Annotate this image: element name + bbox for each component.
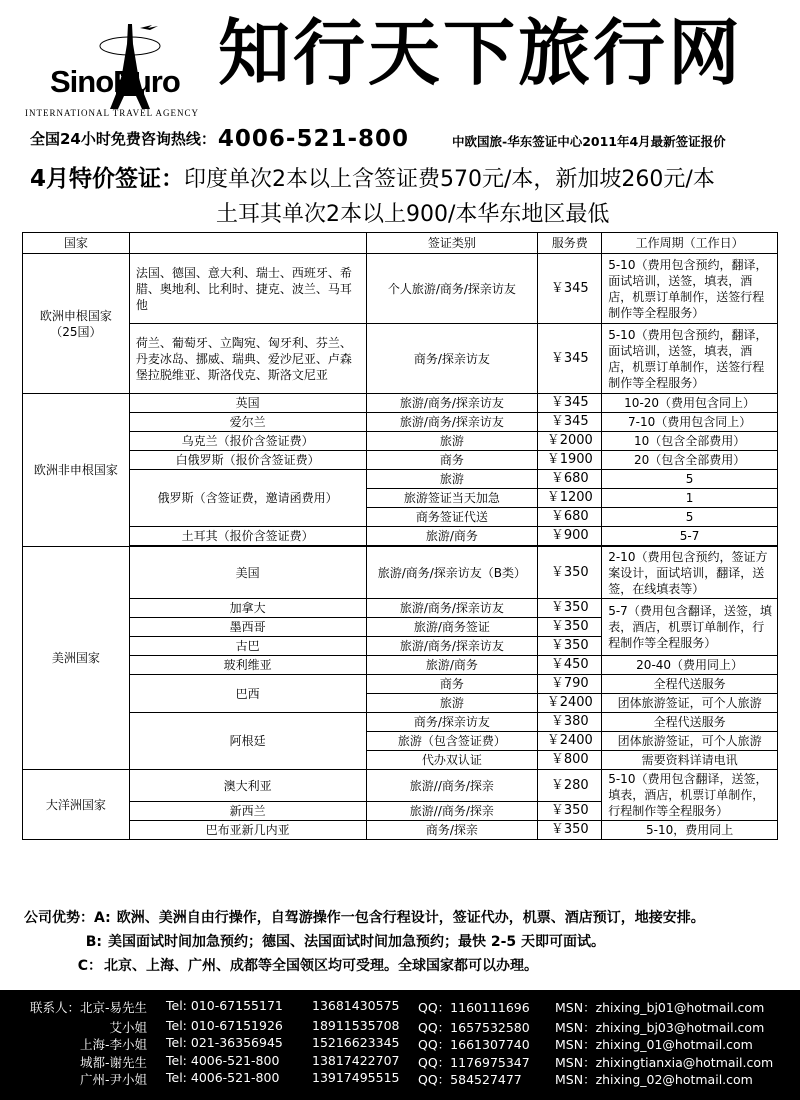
advantage-text: 美国面试时间加急预约；德国、法国面试时间加急预约；最快 2-5 天即可面试。 bbox=[108, 934, 606, 950]
table-row bbox=[23, 713, 778, 732]
country-cell: 乌克兰（报价含签证费） bbox=[129, 432, 366, 451]
visa-type-cell: 旅游/商务/探亲访友 bbox=[366, 637, 538, 656]
special-offer bbox=[30, 164, 715, 195]
visa-type-cell: 旅游//商务/探亲 bbox=[366, 802, 538, 821]
table-header bbox=[23, 233, 778, 254]
period-cell: 需要资料详请电讯 bbox=[602, 751, 778, 770]
page-title: 知行天下旅行网 bbox=[218, 11, 744, 95]
period-cell: 20（包含全部费用） bbox=[602, 451, 778, 470]
period-cell: 7-10（费用包含同上） bbox=[602, 413, 778, 432]
price-cell: ￥280 bbox=[538, 770, 602, 802]
region-non-schengen: 欧洲非申根国家 bbox=[23, 394, 130, 547]
advantage-b bbox=[24, 930, 705, 954]
table-row bbox=[23, 413, 778, 432]
country-cell: 法国、德国、意大利、瑞士、西班牙、希腊、奥地利、比利时、捷克、波兰、马耳他 bbox=[129, 254, 366, 324]
visa-price-table bbox=[22, 232, 778, 840]
company-advantages bbox=[24, 906, 705, 978]
contact-tel[interactable]: Tel: 4006-521-800 bbox=[166, 1053, 280, 1068]
price-cell: ￥345 bbox=[538, 413, 602, 432]
header-visa-type: 签证类别 bbox=[366, 233, 538, 254]
country-cell: 白俄罗斯（报价含签证费） bbox=[129, 451, 366, 470]
special-line2: 土耳其单次2本以上900/本华东地区最低 bbox=[216, 202, 610, 227]
country-cell: 美国 bbox=[129, 547, 366, 599]
period-cell: 5 bbox=[602, 470, 778, 489]
period-cell: 5-10（费用包含预约，翻译，面试培训，送签，填表，酒店，机票订单制作，送签行程制作等全程服务） bbox=[602, 254, 778, 324]
region-americas: 美洲国家 bbox=[23, 547, 130, 770]
period-cell: 全程代送服务 bbox=[602, 675, 778, 694]
price-cell: ￥350 bbox=[538, 821, 602, 840]
price-cell: ￥900 bbox=[538, 527, 602, 546]
price-cell: ￥350 bbox=[538, 637, 602, 656]
country-cell: 土耳其（报价含签证费） bbox=[129, 527, 366, 546]
contact-row bbox=[0, 1053, 800, 1071]
contact-footer bbox=[0, 990, 800, 1100]
header-period: 工作周期（工作日） bbox=[602, 233, 778, 254]
price-cell: ￥680 bbox=[538, 470, 602, 489]
region-oceania: 大洋洲国家 bbox=[23, 770, 130, 840]
contact-qq[interactable]: QQ：1160111696 bbox=[418, 1000, 530, 1015]
period-cell: 10-20（费用包含同上） bbox=[602, 394, 778, 413]
contact-msn[interactable]: MSN：zhixing_bj03@hotmail.com bbox=[555, 1020, 765, 1035]
period-cell: 全程代送服务 bbox=[602, 713, 778, 732]
country-cell: 阿根廷 bbox=[129, 713, 366, 770]
contact-qq[interactable]: QQ：1661307740 bbox=[418, 1037, 530, 1052]
country-cell: 爱尔兰 bbox=[129, 413, 366, 432]
country-cell: 加拿大 bbox=[129, 599, 366, 618]
period-cell: 1 bbox=[602, 489, 778, 508]
contact-name: 上海-李小姐 bbox=[79, 1037, 147, 1052]
price-cell: ￥450 bbox=[538, 656, 602, 675]
contact-mobile[interactable]: 13681430575 bbox=[312, 998, 400, 1013]
visa-type-cell: 代办双认证 bbox=[366, 751, 538, 770]
table-row bbox=[23, 324, 778, 394]
table-row bbox=[23, 394, 778, 413]
visa-type-cell: 旅游/商务/探亲访友 bbox=[366, 413, 538, 432]
hotline bbox=[30, 126, 409, 152]
table-row bbox=[23, 254, 778, 324]
table-row bbox=[23, 547, 778, 599]
contact-tel[interactable]: Tel: 4006-521-800 bbox=[166, 1070, 280, 1085]
period-cell: 5-10（费用包含翻译，送签，填表，酒店，机票订单制作，行程制作等全程服务） bbox=[602, 770, 778, 821]
price-cell: ￥1900 bbox=[538, 451, 602, 470]
table-row bbox=[23, 432, 778, 451]
country-cell: 巴布亚新几内亚 bbox=[129, 821, 366, 840]
contact-tel[interactable]: Tel: 010-67155171 bbox=[166, 998, 283, 1013]
hotline-number[interactable]: 4006-521-800 bbox=[217, 126, 410, 152]
visa-type-cell: 商务 bbox=[366, 675, 538, 694]
price-cell: ￥350 bbox=[538, 599, 602, 618]
visa-type-cell: 旅游//商务/探亲 bbox=[366, 770, 538, 802]
period-cell: 5-10（费用包含预约，翻译，面试培训，送签，填表，酒店，机票订单制作，送签行程制作等全程服务） bbox=[602, 324, 778, 394]
visa-type-cell: 个人旅游/商务/探亲访友 bbox=[366, 254, 538, 324]
table-row bbox=[23, 470, 778, 489]
special-line1: 印度单次2本以上含签证费570元/本，新加坡260元/本 bbox=[184, 167, 715, 192]
visa-type-cell: 旅游 bbox=[366, 694, 538, 713]
visa-type-cell: 旅游/商务/探亲访友（B类） bbox=[366, 547, 538, 599]
price-cell: ￥345 bbox=[538, 254, 602, 324]
visa-type-cell: 旅游/商务签证 bbox=[366, 618, 538, 637]
table-row bbox=[23, 451, 778, 470]
price-cell: ￥350 bbox=[538, 802, 602, 821]
table-row bbox=[23, 821, 778, 840]
price-cell: ￥380 bbox=[538, 713, 602, 732]
country-cell: 荷兰、葡萄牙、立陶宛、匈牙利、芬兰、丹麦冰岛、挪威、瑞典、爱沙尼亚、卢森堡拉脱维亚、斯洛伐克、斯洛文尼亚 bbox=[129, 324, 366, 394]
contact-qq[interactable]: QQ：584527477 bbox=[418, 1072, 522, 1087]
period-cell: 5 bbox=[602, 508, 778, 527]
country-cell: 玻利维亚 bbox=[129, 656, 366, 675]
period-cell: 5-10，费用同上 bbox=[602, 821, 778, 840]
header-blank bbox=[129, 233, 366, 254]
contact-name: 广州-尹小姐 bbox=[79, 1072, 147, 1087]
price-cell: ￥2400 bbox=[538, 694, 602, 713]
contact-msn[interactable]: MSN：zhixingtianxia@hotmail.com bbox=[555, 1055, 774, 1070]
country-cell: 墨西哥 bbox=[129, 618, 366, 637]
hotline-label: 全国24小时免费咨询热线： bbox=[30, 130, 216, 148]
contact-mobile[interactable]: 13917495515 bbox=[312, 1070, 400, 1085]
contact-row bbox=[0, 998, 800, 1016]
contact-tel[interactable]: Tel: 021-36356945 bbox=[166, 1035, 283, 1050]
country-cell: 巴西 bbox=[129, 675, 366, 713]
advantage-label: 公司优势：A: bbox=[24, 910, 111, 926]
contact-mobile[interactable]: 15216623345 bbox=[312, 1035, 400, 1050]
advantage-a bbox=[24, 906, 705, 930]
visa-type-cell: 旅游/商务 bbox=[366, 527, 538, 546]
country-cell: 英国 bbox=[129, 394, 366, 413]
period-cell: 5-7 bbox=[602, 527, 778, 546]
period-cell: 2-10（费用包含预约，签证方案设计，面试培训，翻译，送签，在线填表等） bbox=[602, 547, 778, 599]
visa-type-cell: 商务签证代送 bbox=[366, 508, 538, 527]
advantage-text: 欧洲、美洲自由行操作，自驾游操作一包含行程设计，签证代办，机票、酒店预订，地接安排。 bbox=[116, 910, 705, 926]
visa-type-cell: 商务/探亲 bbox=[366, 821, 538, 840]
contact-row bbox=[0, 1035, 800, 1053]
price-cell: ￥350 bbox=[538, 618, 602, 637]
price-cell: ￥680 bbox=[538, 508, 602, 527]
advantage-text: 北京、上海、广州、成都等全国领区均可受理。全球国家都可以办理。 bbox=[104, 958, 538, 974]
table-row bbox=[23, 675, 778, 694]
contact-qq[interactable]: QQ：1176975347 bbox=[418, 1055, 530, 1070]
contact-name: 联系人：北京-易先生 bbox=[29, 1000, 147, 1015]
price-cell: ￥345 bbox=[538, 324, 602, 394]
contact-row bbox=[0, 1070, 800, 1088]
visa-type-cell: 商务 bbox=[366, 451, 538, 470]
price-cell: ￥2400 bbox=[538, 732, 602, 751]
advantage-label: C： bbox=[77, 958, 102, 974]
contact-name: 艾小姐 bbox=[109, 1020, 147, 1035]
visa-type-cell: 旅游/商务/探亲访友 bbox=[366, 394, 538, 413]
special-label: 4月特价签证： bbox=[30, 166, 185, 192]
contact-name: 城都-谢先生 bbox=[79, 1055, 147, 1070]
country-cell: 新西兰 bbox=[129, 802, 366, 821]
visa-type-cell: 旅游签证当天加急 bbox=[366, 489, 538, 508]
period-cell: 团体旅游签证，可个人旅游 bbox=[602, 732, 778, 751]
contact-qq[interactable]: QQ：1657532580 bbox=[418, 1020, 530, 1035]
visa-type-cell: 商务/探亲访友 bbox=[366, 324, 538, 394]
visa-type-cell: 旅游（包含签证费） bbox=[366, 732, 538, 751]
table-row bbox=[23, 599, 778, 618]
visa-type-cell: 旅游/商务/探亲访友 bbox=[366, 599, 538, 618]
visa-type-cell: 商务/探亲访友 bbox=[366, 713, 538, 732]
price-cell: ￥350 bbox=[538, 547, 602, 599]
table-row bbox=[23, 656, 778, 675]
company-logo bbox=[20, 14, 220, 124]
contact-tel[interactable]: Tel: 010-67151926 bbox=[166, 1018, 283, 1033]
header-country: 国家 bbox=[23, 233, 130, 254]
contact-msn[interactable]: MSN：zhixing_01@hotmail.com bbox=[555, 1037, 753, 1052]
contact-mobile[interactable]: 18911535708 bbox=[312, 1018, 400, 1033]
header-fee: 服务费 bbox=[538, 233, 602, 254]
period-cell: 5-7（费用包含翻译，送签，填表，酒店，机票订单制作，行程制作等全程服务） bbox=[602, 599, 778, 656]
visa-type-cell: 旅游 bbox=[366, 470, 538, 489]
price-cell: ￥2000 bbox=[538, 432, 602, 451]
price-cell: ￥345 bbox=[538, 394, 602, 413]
country-cell: 澳大利亚 bbox=[129, 770, 366, 802]
contact-row bbox=[0, 1018, 800, 1036]
contact-msn[interactable]: MSN：zhixing_bj01@hotmail.com bbox=[555, 1000, 765, 1015]
region-schengen: 欧洲申根国家 （25国） bbox=[23, 254, 130, 394]
period-cell: 20-40（费用同上） bbox=[602, 656, 778, 675]
advantage-c bbox=[24, 954, 705, 978]
quote-note: 中欧国旅-华东签证中心2011年4月最新签证报价 bbox=[452, 134, 726, 149]
agency-subtitle: INTERNATIONAL TRAVEL AGENCY bbox=[25, 108, 199, 118]
price-cell: ￥800 bbox=[538, 751, 602, 770]
table-row bbox=[23, 770, 778, 802]
contact-msn[interactable]: MSN：zhixing_02@hotmail.com bbox=[555, 1072, 753, 1087]
country-cell: 俄罗斯（含签证费，邀请函费用） bbox=[129, 470, 366, 527]
visa-type-cell: 旅游/商务 bbox=[366, 656, 538, 675]
brand-name: SinoEuro bbox=[50, 64, 180, 99]
country-cell: 古巴 bbox=[129, 637, 366, 656]
price-cell: ￥790 bbox=[538, 675, 602, 694]
contact-mobile[interactable]: 13817422707 bbox=[312, 1053, 400, 1068]
advantage-label: B: bbox=[85, 934, 102, 950]
table-row bbox=[23, 527, 778, 546]
visa-type-cell: 旅游 bbox=[366, 432, 538, 451]
price-cell: ￥1200 bbox=[538, 489, 602, 508]
period-cell: 10（包含全部费用） bbox=[602, 432, 778, 451]
period-cell: 团体旅游签证，可个人旅游 bbox=[602, 694, 778, 713]
